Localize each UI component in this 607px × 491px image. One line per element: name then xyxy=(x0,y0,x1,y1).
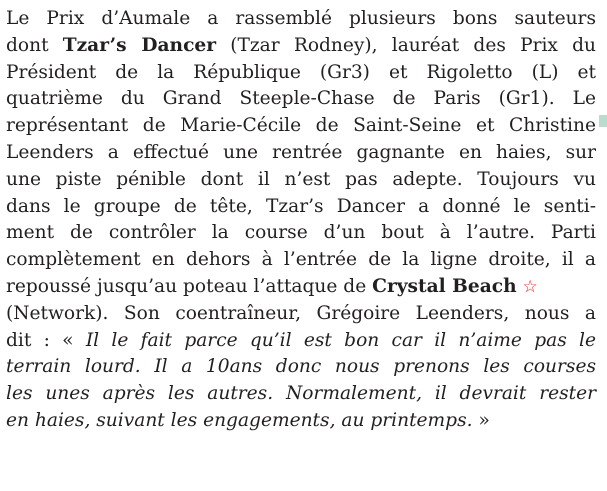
star-icon: ☆ xyxy=(522,276,538,297)
paragraph-line: une piste pénible dont il n’est pas adepte. Toujours vu xyxy=(6,168,596,190)
article-body xyxy=(6,6,596,435)
quote-line: les unes après les autres. Normalement, il devrait rester xyxy=(6,383,596,405)
text-segment: » xyxy=(472,409,490,431)
paragraph-line: Leenders a effectué une rentrée gagnante en haies, sur xyxy=(6,141,596,163)
horse-name-crystal-beach: Crystal Beach xyxy=(372,275,517,297)
quote-line xyxy=(6,408,596,435)
paragraph-line: complètement en dehors à l’entrée de la ligne droite, il a xyxy=(6,249,596,271)
text-segment: dont xyxy=(6,34,63,56)
paragraph-line: Président de la République (Gr3) et Rigoletto (L) et xyxy=(6,61,596,83)
text-segment: repoussé jusqu’au poteau l’attaque de xyxy=(6,275,373,297)
quote-text: en haies, suivant les engagements, au printemps. xyxy=(6,409,473,431)
paragraph-line xyxy=(6,33,596,60)
paragraph-line: Le Prix d’Aumale a rassemblé plusieurs bons sauteurs xyxy=(6,8,596,29)
paragraph-line: (Network). Son coentraîneur, Grégoire Leenders, nous a xyxy=(6,302,596,324)
quote-line: terrain lourd. Il a 10ans donc nous prenons les courses xyxy=(6,356,596,378)
paragraph-line: ment de contrôler la course d’un bout à l’autre. Parti xyxy=(6,222,596,244)
paragraph-line xyxy=(6,328,596,355)
paragraph-line: dans le groupe de tête, Tzar’s Dancer a donné le senti- xyxy=(6,195,596,217)
horse-name-tzars-dancer: Tzar’s Dancer xyxy=(62,34,217,56)
paragraph-line: représentant de Marie-Cécile de Saint-Seine et Christine xyxy=(6,115,596,137)
text-segment: (Tzar Rodney), lauréat des Prix du xyxy=(216,34,596,56)
paragraph-line: quatrième du Grand Steeple-Chase de Paris (Gr1). Le xyxy=(6,88,596,110)
quote-text: Il le fait parce qu’il est bon car il n’aime pas le xyxy=(85,329,596,351)
page-edge-marker xyxy=(599,115,607,127)
paragraph-line xyxy=(6,274,596,301)
text-segment: dit : « xyxy=(6,329,86,351)
